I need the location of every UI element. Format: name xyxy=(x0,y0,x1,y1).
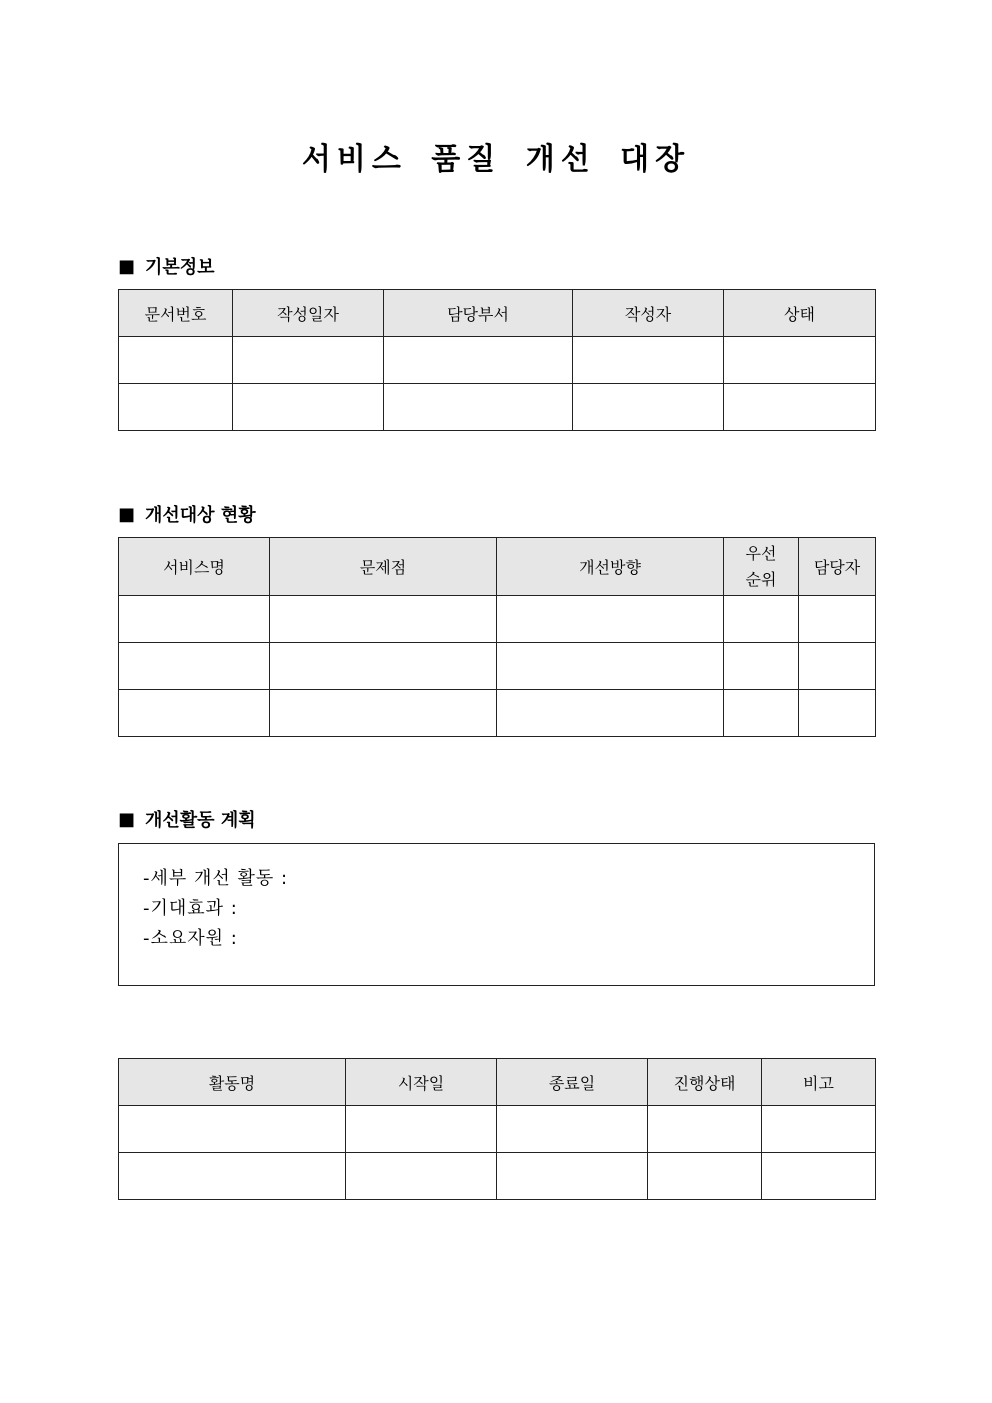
plan-line-detail-activities: -세부 개선 활동 : xyxy=(143,868,289,889)
table-cell[interactable] xyxy=(270,596,497,643)
activity-table xyxy=(118,1058,876,1200)
table-cell[interactable] xyxy=(799,596,876,643)
table-cell[interactable] xyxy=(119,690,270,737)
square-bullet-icon: ■ xyxy=(118,808,136,830)
table-cell[interactable] xyxy=(119,384,233,431)
table-cell[interactable] xyxy=(270,643,497,690)
basic-info-table xyxy=(118,289,876,431)
table-cell[interactable] xyxy=(233,384,384,431)
column-header-department: 담당부서 xyxy=(384,290,573,337)
table-cell[interactable] xyxy=(497,596,724,643)
document-title: 서비스 품질 개선 대장 xyxy=(301,142,691,177)
square-bullet-icon: ■ xyxy=(118,503,136,525)
section-heading-label: 개선활동 계획 xyxy=(145,810,256,831)
column-header-priority: 우선순위 xyxy=(724,538,799,596)
table-cell[interactable] xyxy=(384,384,573,431)
table-cell[interactable] xyxy=(573,337,724,384)
improvement-targets-table xyxy=(118,537,876,737)
table-cell[interactable] xyxy=(119,1106,346,1153)
table-row xyxy=(119,384,876,431)
table-cell[interactable] xyxy=(648,1153,762,1200)
section-heading-improvement-targets xyxy=(118,501,256,527)
table-cell[interactable] xyxy=(762,1106,876,1153)
section-heading-basic-info xyxy=(118,253,215,279)
column-header-status: 상태 xyxy=(724,290,876,337)
table-cell[interactable] xyxy=(724,596,799,643)
plan-line-required-resources: -소요자원 : xyxy=(143,928,238,949)
table-cell[interactable] xyxy=(724,337,876,384)
table-cell[interactable] xyxy=(233,337,384,384)
section-heading-activity-plan xyxy=(118,806,256,832)
table-cell[interactable] xyxy=(497,690,724,737)
column-header-author: 작성자 xyxy=(573,290,724,337)
table-cell[interactable] xyxy=(497,1106,648,1153)
square-bullet-icon: ■ xyxy=(118,255,136,277)
table-row xyxy=(119,596,876,643)
table-cell[interactable] xyxy=(346,1106,497,1153)
table-cell[interactable] xyxy=(573,384,724,431)
column-header-direction: 개선방향 xyxy=(497,538,724,596)
table-row xyxy=(119,337,876,384)
table-cell[interactable] xyxy=(384,337,573,384)
table-row xyxy=(119,1153,876,1200)
column-header-end-date: 종료일 xyxy=(497,1059,648,1106)
table-cell[interactable] xyxy=(119,337,233,384)
table-cell[interactable] xyxy=(346,1153,497,1200)
column-header-start-date: 시작일 xyxy=(346,1059,497,1106)
table-cell[interactable] xyxy=(724,690,799,737)
column-header-created-date: 작성일자 xyxy=(233,290,384,337)
column-header-doc-number: 문서번호 xyxy=(119,290,233,337)
table-row xyxy=(119,1106,876,1153)
table-cell[interactable] xyxy=(497,643,724,690)
column-header-activity-name: 활동명 xyxy=(119,1059,346,1106)
table-cell[interactable] xyxy=(119,596,270,643)
column-header-owner: 담당자 xyxy=(799,538,876,596)
table-cell[interactable] xyxy=(119,1153,346,1200)
table-cell[interactable] xyxy=(762,1153,876,1200)
section-heading-label: 개선대상 현황 xyxy=(145,505,256,526)
column-header-problem: 문제점 xyxy=(270,538,497,596)
table-row xyxy=(119,643,876,690)
table-row xyxy=(119,690,876,737)
table-cell[interactable] xyxy=(724,384,876,431)
table-cell[interactable] xyxy=(799,643,876,690)
table-cell[interactable] xyxy=(799,690,876,737)
activity-plan-box[interactable] xyxy=(118,843,875,986)
column-header-remarks: 비고 xyxy=(762,1059,876,1106)
table-cell[interactable] xyxy=(119,643,270,690)
table-cell[interactable] xyxy=(724,643,799,690)
section-heading-label: 기본정보 xyxy=(145,257,215,278)
table-cell[interactable] xyxy=(270,690,497,737)
column-header-progress: 진행상태 xyxy=(648,1059,762,1106)
column-header-service-name: 서비스명 xyxy=(119,538,270,596)
table-cell[interactable] xyxy=(648,1106,762,1153)
table-cell[interactable] xyxy=(497,1153,648,1200)
plan-line-expected-effects: -기대효과 : xyxy=(143,898,238,919)
